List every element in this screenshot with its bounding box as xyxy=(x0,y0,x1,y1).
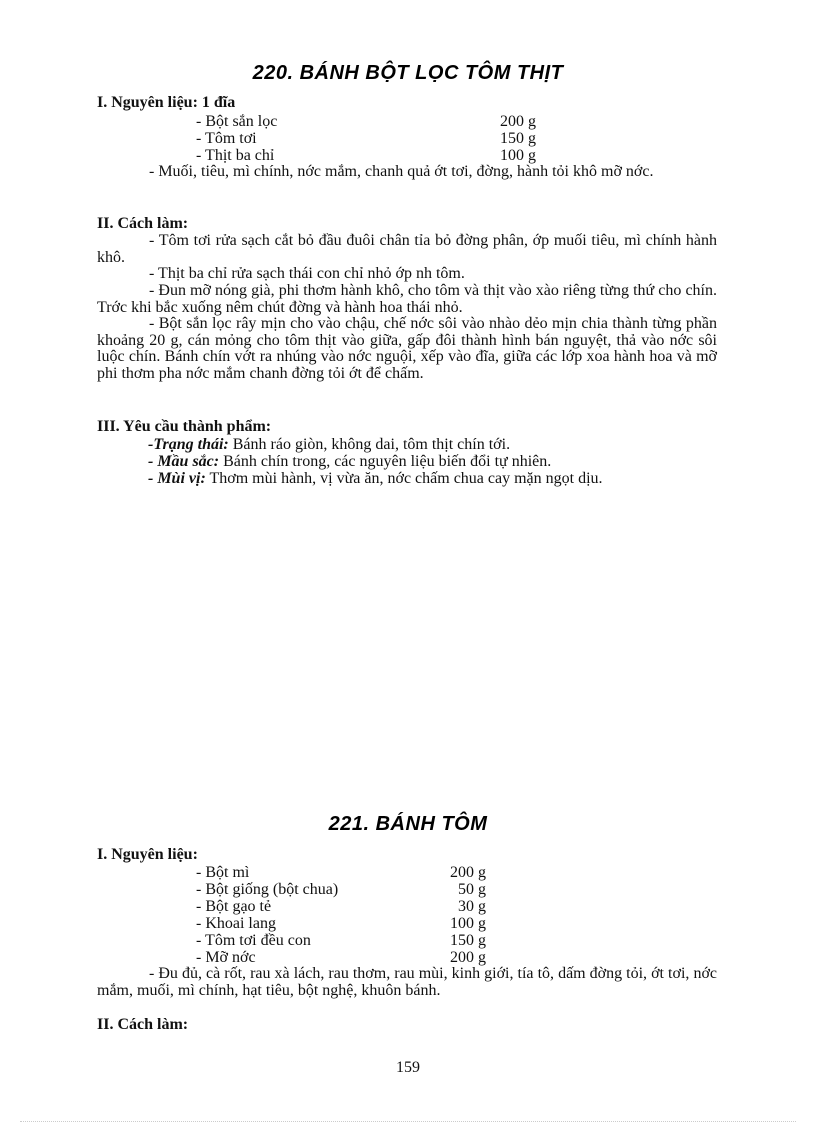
method-step: - Thịt ba chỉ rửa sạch thái con chỉ nhỏ ớp nh tôm. xyxy=(149,265,465,282)
ingredient-name: - Tôm tơi đều con xyxy=(196,932,311,949)
ingredient-quantity: 200 g xyxy=(450,949,486,966)
ingredient-quantity: 50 g xyxy=(458,881,486,898)
method-step: - Đun mỡ nóng già, phi thơm hành khô, cho tôm và thịt vào xào riêng từng thứ cho chín. Trớc khi bắc xuống nêm chút đờng và hành hoa thái nhỏ. xyxy=(97,282,717,316)
requirement-text: Thơm mùi hành, vị vừa ăn, nớc chấm chua cay mặn ngọt dịu. xyxy=(205,470,603,487)
method-heading: II. Cách làm: xyxy=(97,1016,189,1033)
requirement-text: Bánh chín trong, các nguyên liệu biến đổi tự nhiên. xyxy=(219,453,552,470)
ingredient-quantity: 200 g xyxy=(450,864,486,881)
ingredient-name: - Bột giống (bột chua) xyxy=(196,881,339,898)
requirement-item xyxy=(148,453,551,470)
footer-rule xyxy=(20,1121,796,1122)
ingredient-quantity: 30 g xyxy=(458,898,486,915)
ingredient-quantity: 100 g xyxy=(500,147,536,164)
method-step: - Bột sắn lọc rây mịn cho vào chậu, chế nớc sôi vào nhào dẻo mịn chia thành từng phần khoảng 20 g, cán mỏng cho tôm thịt vào giữa, gấp đôi thành hình bán nguyệt, thả vào nớc sôi luộc chín. Bánh chín vớt ra nhúng vào nớc nguội, xếp vào đĩa, giữa các lớp xoa hành hoa và mỡ phi thơm pha nớc mắm chanh đờng tỏi ớt để chấm. xyxy=(97,315,717,382)
ingredients-heading: I. Nguyên liệu: xyxy=(97,846,198,863)
requirement-item xyxy=(148,436,510,453)
ingredients-extra: - Muối, tiêu, mì chính, nớc mắm, chanh quả ớt tơi, đờng, hành tỏi khô mỡ nớc. xyxy=(149,163,654,180)
requirement-text: Bánh ráo giòn, không dai, tôm thịt chín tới. xyxy=(228,436,511,453)
requirements-heading: III. Yêu cầu thành phẩm: xyxy=(97,418,272,435)
ingredient-name: - Bột gạo tẻ xyxy=(196,898,272,915)
page-number: 159 xyxy=(396,1059,420,1076)
ingredients-heading: I. Nguyên liệu: 1 đĩa xyxy=(97,94,236,111)
ingredient-name: - Mỡ nớc xyxy=(196,949,256,966)
ingredients-extra: - Đu đủ, cà rốt, rau xà lách, rau thơm, rau mùi, kinh giới, tía tô, dấm đờng tỏi, ớt tơi, nớc mắm, muối, mì chính, hạt tiêu, bột nghệ, khuôn bánh. xyxy=(97,965,717,999)
requirement-label: - Mùi vị: xyxy=(148,470,206,487)
ingredient-quantity: 100 g xyxy=(450,915,486,932)
ingredient-name: - Tôm tơi xyxy=(196,130,257,147)
recipe-title: 220. BÁNH BỘT LỌC TÔM THỊT xyxy=(252,62,564,84)
ingredient-quantity: 150 g xyxy=(450,932,486,949)
recipe-title: 221. BÁNH TÔM xyxy=(328,813,488,835)
ingredient-name: - Thịt ba chỉ xyxy=(196,147,275,164)
ingredient-name: - Bột mì xyxy=(196,864,250,881)
ingredient-quantity: 150 g xyxy=(500,130,536,147)
ingredient-quantity: 200 g xyxy=(500,113,536,130)
requirement-label: - Mầu sắc: xyxy=(148,453,220,470)
ingredient-name: - Khoai lang xyxy=(196,915,276,932)
ingredient-name: - Bột sắn lọc xyxy=(196,113,278,130)
requirement-item xyxy=(148,470,603,487)
method-heading: II. Cách làm: xyxy=(97,215,189,232)
requirement-label: -Trạng thái: xyxy=(148,436,229,453)
method-step: - Tôm tơi rửa sạch cắt bỏ đầu đuôi chân tỉa bỏ đờng phân, ớp muối tiêu, mì chính hành khô. xyxy=(97,232,717,266)
